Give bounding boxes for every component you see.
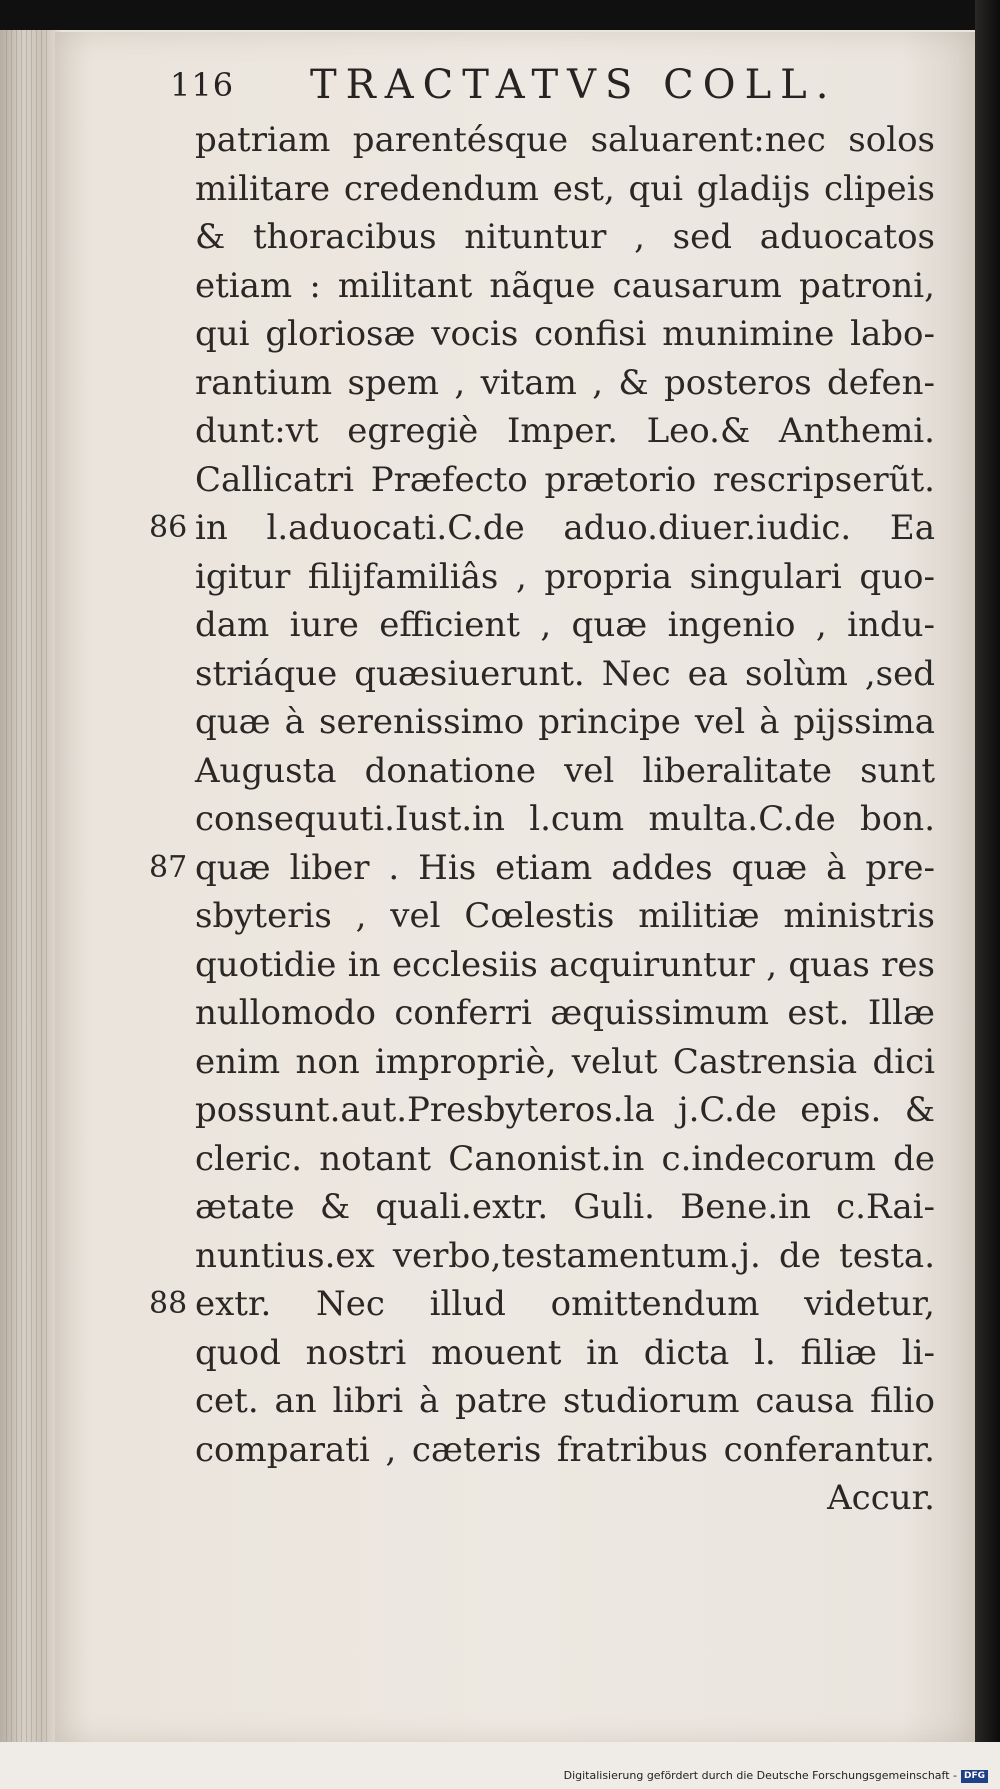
line-text: extr. Nec illud omittendum videtur, [195, 1284, 935, 1324]
text-line [195, 1038, 935, 1087]
text-line [195, 553, 935, 602]
text-line [195, 650, 935, 699]
line-text: dunt:vt egregiè Imper. Leo.& Anthemi. [195, 411, 935, 451]
scan-top-border [0, 0, 1000, 30]
text-line [195, 1232, 935, 1281]
line-text: quæ à serenissimo principe vel à pijssima [195, 702, 935, 742]
body-text [149, 116, 935, 1523]
text-line [195, 165, 935, 214]
line-text: patriam parentésque saluarent:nec solos [195, 120, 935, 160]
line-text: Accur. [827, 1478, 935, 1518]
text-line [195, 747, 935, 796]
text-line [195, 892, 935, 941]
text-line [195, 262, 935, 311]
line-text: nuntius.ex verbo,testamentum.j. de testa. [195, 1235, 935, 1276]
text-line [195, 989, 935, 1038]
line-text: cet. an libri à patre studiorum causa filio [195, 1381, 935, 1421]
text-line [195, 1086, 935, 1135]
line-text: possunt.aut.Presbyteros.la j.C.de epis. & [195, 1090, 935, 1130]
text-line [195, 1474, 935, 1523]
margin-number: 87 [149, 849, 188, 885]
text-line [195, 407, 935, 456]
credit-text: Digitalisierung gefördert durch die Deutsche Forschungsgemeinschaft - [563, 1769, 957, 1782]
digitization-credit [564, 1769, 988, 1783]
text-line [195, 1329, 935, 1378]
text-line [195, 698, 935, 747]
text-line [195, 1183, 935, 1232]
book-page-edge-lines [6, 30, 50, 1742]
margin-number: 86 [149, 510, 188, 545]
dfg-logo: DFG [961, 1770, 988, 1783]
line-text: rantium spem , vitam , & posteros defen- [195, 362, 935, 403]
line-text: etiam : militant nãque causarum patroni, [195, 265, 935, 306]
line-text: enim non impropriè, velut Castrensia dici [195, 1041, 935, 1082]
text-line [195, 310, 935, 359]
line-text: Augusta donatione vel liberalitate sunt [195, 750, 935, 791]
text-line [195, 359, 935, 408]
line-text: quod nostri mouent in dicta l. filiæ li- [195, 1332, 935, 1373]
line-text: dam iure efficient , quæ ingenio , indu- [195, 605, 935, 645]
line-text: nullomodo conferri æquissimum est. Illæ [195, 993, 935, 1033]
text-line [195, 213, 935, 262]
margin-number: 88 [149, 1286, 188, 1321]
text-line [195, 941, 935, 990]
line-text: militare credendum est, qui gladijs clipeis [195, 168, 935, 209]
line-text: ætate & quali.extr. Guli. Bene.in c.Rai- [195, 1187, 935, 1227]
line-text: consequuti.Iust.in l.cum multa.C.de bon. [195, 799, 935, 839]
line-text: qui gloriosæ vocis confisi munimine labo- [195, 314, 935, 354]
page-number: 116 [170, 66, 235, 104]
line-text: & thoracibus nituntur , sed aduocatos [195, 217, 935, 257]
line-text: in l.aduocati.C.de aduo.diuer.iudic. Ea [195, 508, 935, 548]
text-line [195, 1135, 935, 1184]
text-line [195, 601, 935, 650]
line-text: quotidie in ecclesiis acquiruntur , quas res [195, 944, 935, 985]
text-line [149, 1280, 935, 1329]
text-line [149, 504, 935, 553]
running-title: TRACTATVS COLL. [310, 62, 838, 108]
text-line [195, 1426, 935, 1475]
line-text: igitur filijfamiliâs , propria singulari quo- [195, 556, 935, 597]
line-text: striáque quæsiuerunt. Nec ea solùm ,sed [195, 653, 935, 694]
scan-right-border [975, 0, 1000, 1789]
text-line [149, 844, 935, 893]
running-head [170, 62, 910, 110]
line-text: Callicatri Præfecto prætorio rescripserũt. [195, 459, 935, 500]
line-text: quæ liber . His etiam addes quæ à pre- [195, 847, 935, 888]
line-text: comparati , cæteris fratribus conferantur. [195, 1429, 935, 1470]
text-line [195, 116, 935, 165]
line-text: cleric. notant Canonist.in c.indecorum de [195, 1138, 935, 1179]
text-line [195, 795, 935, 844]
line-text: sbyteris , vel Cœlestis militiæ ministris [195, 896, 935, 936]
text-line [195, 456, 935, 505]
text-line [195, 1377, 935, 1426]
